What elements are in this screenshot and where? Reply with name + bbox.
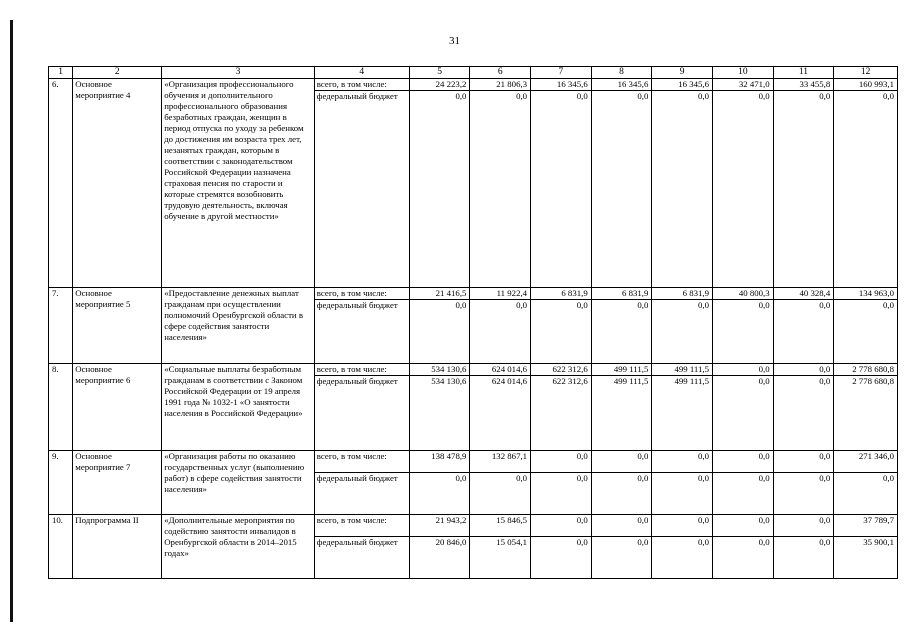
- funding-source-cell: всего, в том числе:: [314, 515, 409, 537]
- event-description-cell: «Социальные выплаты безработным гражданам в соответствии с Законом Российской Федерации от 19 апреля 1991 года № 1032-1 «О занятости населения в Российской Федерации»: [162, 364, 315, 451]
- amount-cell: 0,0: [713, 451, 774, 473]
- amount-cell: 0,0: [591, 537, 652, 579]
- column-number: 10: [713, 67, 774, 79]
- column-number: 4: [314, 67, 409, 79]
- amount-cell: 0,0: [773, 364, 834, 376]
- amount-cell: 6 831,9: [591, 288, 652, 300]
- amount-cell: 21 943,2: [409, 515, 470, 537]
- amount-cell: 16 345,6: [591, 79, 652, 91]
- row-number-cell: 10.: [49, 515, 73, 579]
- amount-cell: 0,0: [773, 515, 834, 537]
- amount-cell: 0,0: [409, 300, 470, 364]
- amount-cell: 0,0: [773, 376, 834, 451]
- amount-cell: 0,0: [652, 300, 713, 364]
- row-number-cell: 8.: [49, 364, 73, 451]
- amount-cell: 21 806,3: [470, 79, 531, 91]
- budget-table: [48, 66, 898, 579]
- funding-source-cell: федеральный бюджет: [314, 376, 409, 451]
- amount-cell: 622 312,6: [531, 376, 592, 451]
- event-name-cell: Основное мероприятие 7: [73, 451, 162, 515]
- amount-cell: 2 778 680,8: [834, 364, 898, 376]
- amount-cell: 0,0: [773, 451, 834, 473]
- amount-cell: 0,0: [773, 91, 834, 288]
- amount-cell: 0,0: [652, 515, 713, 537]
- amount-cell: 134 963,0: [834, 288, 898, 300]
- event-description-cell: «Предоставление денежных выплат гражданам при осуществлении полномочий Оренбургской области в сфере содействия занятости населения»: [162, 288, 315, 364]
- amount-cell: 0,0: [470, 473, 531, 515]
- amount-cell: 15 846,5: [470, 515, 531, 537]
- binding-bar: [10, 20, 13, 622]
- amount-cell: 0,0: [531, 451, 592, 473]
- amount-cell: 624 014,6: [470, 364, 531, 376]
- row-number-cell: 9.: [49, 451, 73, 515]
- amount-cell: 0,0: [652, 537, 713, 579]
- amount-cell: 37 789,7: [834, 515, 898, 537]
- event-name-cell: Основное мероприятие 5: [73, 288, 162, 364]
- event-name-cell: Подпрограмма II: [73, 515, 162, 579]
- amount-cell: 6 831,9: [652, 288, 713, 300]
- event-description-cell: «Дополнительные мероприятия по содействию занятости инвалидов в Оренбургской области в 2014–2015 годах»: [162, 515, 315, 579]
- amount-cell: 0,0: [773, 300, 834, 364]
- amount-cell: 0,0: [409, 473, 470, 515]
- amount-cell: 499 111,5: [652, 364, 713, 376]
- funding-source-cell: всего, в том числе:: [314, 451, 409, 473]
- event-name-cell: Основное мероприятие 4: [73, 79, 162, 288]
- funding-source-cell: федеральный бюджет: [314, 91, 409, 288]
- amount-cell: 0,0: [773, 537, 834, 579]
- amount-cell: 32 471,0: [713, 79, 774, 91]
- amount-cell: 499 111,5: [591, 364, 652, 376]
- amount-cell: 0,0: [652, 91, 713, 288]
- column-number: 9: [652, 67, 713, 79]
- amount-cell: 40 328,4: [773, 288, 834, 300]
- amount-cell: 622 312,6: [531, 364, 592, 376]
- amount-cell: 0,0: [591, 451, 652, 473]
- amount-cell: 15 054,1: [470, 537, 531, 579]
- amount-cell: 499 111,5: [652, 376, 713, 451]
- amount-cell: 40 800,3: [713, 288, 774, 300]
- event-description-cell: «Организация работы по оказанию государственных услуг (выполнению работ) в сфере содействия занятости населения»: [162, 451, 315, 515]
- amount-cell: 0,0: [713, 364, 774, 376]
- amount-cell: 0,0: [834, 473, 898, 515]
- amount-cell: 0,0: [531, 91, 592, 288]
- amount-cell: 0,0: [713, 300, 774, 364]
- amount-cell: 0,0: [531, 300, 592, 364]
- amount-cell: 138 478,9: [409, 451, 470, 473]
- amount-cell: 35 900,1: [834, 537, 898, 579]
- amount-cell: 0,0: [531, 473, 592, 515]
- amount-cell: 2 778 680,8: [834, 376, 898, 451]
- amount-cell: 20 846,0: [409, 537, 470, 579]
- amount-cell: 534 130,6: [409, 364, 470, 376]
- column-number: 1: [49, 67, 73, 79]
- amount-cell: 0,0: [773, 473, 834, 515]
- amount-cell: 0,0: [713, 473, 774, 515]
- row-number-cell: 7.: [49, 288, 73, 364]
- column-number-row: [49, 67, 898, 79]
- funding-source-cell: федеральный бюджет: [314, 473, 409, 515]
- amount-cell: 534 130,6: [409, 376, 470, 451]
- amount-cell: 0,0: [591, 91, 652, 288]
- column-number: 3: [162, 67, 315, 79]
- amount-cell: 0,0: [713, 537, 774, 579]
- amount-cell: 11 922,4: [470, 288, 531, 300]
- row-number-cell: 6.: [49, 79, 73, 288]
- funding-source-cell: федеральный бюджет: [314, 537, 409, 579]
- table-row-total: [49, 288, 898, 300]
- budget-table-body: [49, 67, 898, 579]
- amount-cell: 624 014,6: [470, 376, 531, 451]
- funding-source-cell: федеральный бюджет: [314, 300, 409, 364]
- event-description-cell: «Организация профессионального обучения и дополнительного профессионального образования безработных граждан, женщин в период отпуска по уходу за ребенком до достижения им возраста трех лет, незанятых граждан, которым в соответствии с законодательством Российской Федерации назначена страховая пенсия по старости и которые стремятся возобновить трудовую деятельность, включая обучение в другой местности»: [162, 79, 315, 288]
- amount-cell: 271 346,0: [834, 451, 898, 473]
- table-row-total: [49, 364, 898, 376]
- amount-cell: 132 867,1: [470, 451, 531, 473]
- amount-cell: 499 111,5: [591, 376, 652, 451]
- funding-source-cell: всего, в том числе:: [314, 79, 409, 91]
- amount-cell: 0,0: [834, 91, 898, 288]
- column-number: 11: [773, 67, 834, 79]
- amount-cell: 0,0: [713, 91, 774, 288]
- column-number: 12: [834, 67, 898, 79]
- amount-cell: 0,0: [470, 300, 531, 364]
- amount-cell: 33 455,8: [773, 79, 834, 91]
- funding-source-cell: всего, в том числе:: [314, 364, 409, 376]
- amount-cell: 0,0: [652, 451, 713, 473]
- funding-source-cell: всего, в том числе:: [314, 288, 409, 300]
- amount-cell: 16 345,6: [531, 79, 592, 91]
- amount-cell: 0,0: [834, 300, 898, 364]
- amount-cell: 0,0: [470, 91, 531, 288]
- column-number: 6: [470, 67, 531, 79]
- event-name-cell: Основное мероприятие 6: [73, 364, 162, 451]
- amount-cell: 6 831,9: [531, 288, 592, 300]
- amount-cell: 21 416,5: [409, 288, 470, 300]
- amount-cell: 0,0: [652, 473, 713, 515]
- page-number: 31: [449, 35, 460, 47]
- amount-cell: 0,0: [713, 515, 774, 537]
- amount-cell: 0,0: [409, 91, 470, 288]
- table-row-total: [49, 515, 898, 537]
- table-row-total: [49, 79, 898, 91]
- amount-cell: 0,0: [531, 515, 592, 537]
- column-number: 7: [531, 67, 592, 79]
- amount-cell: 0,0: [591, 300, 652, 364]
- amount-cell: 160 993,1: [834, 79, 898, 91]
- column-number: 8: [591, 67, 652, 79]
- amount-cell: 0,0: [591, 515, 652, 537]
- amount-cell: 24 223,2: [409, 79, 470, 91]
- amount-cell: 0,0: [591, 473, 652, 515]
- column-number: 2: [73, 67, 162, 79]
- amount-cell: 0,0: [531, 537, 592, 579]
- column-number: 5: [409, 67, 470, 79]
- table-row-total: [49, 451, 898, 473]
- amount-cell: 16 345,6: [652, 79, 713, 91]
- amount-cell: 0,0: [713, 376, 774, 451]
